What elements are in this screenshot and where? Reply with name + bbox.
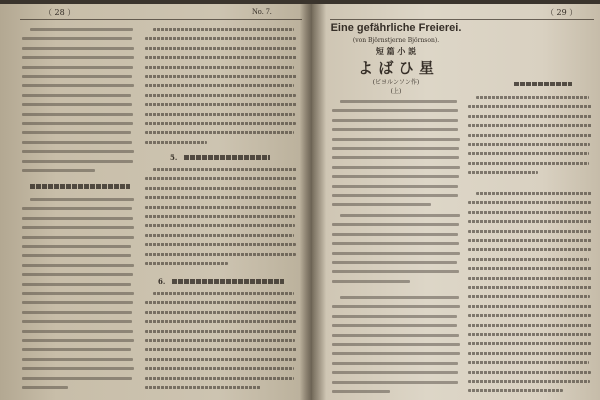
text-line — [145, 196, 297, 199]
text-line — [145, 311, 296, 314]
text-line — [145, 224, 295, 227]
section-heading-5 — [184, 155, 270, 160]
text-line — [468, 134, 592, 137]
text-line — [332, 242, 459, 245]
right-header-rule — [330, 19, 594, 20]
text-line — [22, 292, 134, 295]
text-line — [468, 305, 592, 308]
text-line — [145, 177, 296, 180]
text-line — [468, 143, 590, 146]
text-line — [145, 348, 297, 351]
text-line — [22, 37, 132, 40]
story-author-japanese: (ビヨルンソン作) — [372, 79, 420, 86]
text-line — [145, 386, 261, 389]
text-line — [468, 314, 591, 317]
section-heading-4 — [30, 184, 130, 189]
text-line — [145, 75, 297, 78]
text-line — [145, 103, 297, 106]
text-line — [332, 270, 459, 273]
text-line — [153, 28, 294, 31]
text-line — [145, 187, 297, 190]
text-line — [145, 330, 297, 333]
text-line — [22, 283, 131, 286]
text-line — [332, 203, 431, 206]
text-line — [22, 236, 134, 239]
text-line — [468, 333, 591, 336]
text-line — [332, 324, 457, 327]
text-line — [30, 198, 134, 201]
text-line — [332, 138, 460, 141]
text-line — [22, 169, 95, 172]
text-line — [22, 66, 133, 69]
text-line — [22, 320, 132, 323]
text-line — [468, 124, 592, 127]
text-line — [145, 253, 296, 256]
text-line — [22, 141, 132, 144]
text-line — [332, 185, 458, 188]
translator-credit — [514, 82, 572, 86]
text-line — [22, 348, 131, 351]
text-line — [145, 37, 296, 40]
text-line — [145, 84, 294, 87]
story-genre-japanese: 短 篇 小 説 — [375, 46, 417, 56]
text-line — [22, 273, 133, 276]
text-line — [332, 371, 458, 374]
text-line — [22, 301, 133, 304]
story-title-japanese: よ ば ひ 星 — [358, 59, 434, 77]
text-line — [22, 264, 134, 267]
text-line — [468, 380, 590, 383]
issue-number: No. 7. — [252, 7, 272, 16]
text-line — [468, 162, 589, 165]
text-line — [145, 234, 294, 237]
text-line — [22, 56, 134, 59]
section-marker-5: 5. — [170, 153, 178, 162]
text-line — [153, 292, 294, 295]
text-line — [145, 113, 295, 116]
text-line — [145, 262, 228, 265]
text-line — [476, 96, 589, 99]
text-line — [468, 389, 563, 392]
text-line — [332, 305, 460, 308]
text-line — [468, 248, 591, 251]
text-line — [332, 194, 458, 197]
text-line — [22, 339, 134, 342]
text-line — [145, 301, 296, 304]
text-line — [332, 156, 459, 159]
text-line — [468, 239, 592, 242]
text-line — [145, 66, 294, 69]
left-page-number: （ 28 ） — [44, 8, 76, 17]
text-line — [22, 358, 133, 361]
text-line — [153, 168, 297, 171]
text-line — [332, 352, 460, 355]
text-line — [332, 109, 458, 112]
text-line — [468, 342, 591, 345]
text-line — [22, 150, 134, 153]
text-line — [145, 320, 296, 323]
text-line — [145, 94, 296, 97]
text-line — [468, 258, 589, 261]
left-header-rule — [20, 19, 302, 20]
text-line — [476, 192, 592, 195]
text-line — [22, 386, 68, 389]
text-line — [22, 367, 134, 370]
gutter-shadow — [300, 4, 326, 400]
section-marker-6: 6. — [158, 277, 166, 286]
text-line — [468, 152, 589, 155]
text-line — [22, 311, 132, 314]
text-line — [22, 94, 131, 97]
text-line — [22, 217, 133, 220]
text-line — [145, 367, 294, 370]
text-line — [468, 211, 591, 214]
text-line — [468, 286, 592, 289]
text-line — [22, 84, 134, 87]
text-line — [145, 122, 296, 125]
text-line — [22, 330, 133, 333]
text-line — [332, 381, 458, 384]
text-line — [332, 315, 457, 318]
text-line — [332, 233, 458, 236]
text-line — [30, 28, 133, 31]
text-line — [332, 390, 390, 393]
text-line — [468, 171, 538, 174]
text-line — [340, 214, 460, 217]
text-line — [332, 343, 460, 346]
text-line — [468, 220, 592, 223]
text-line — [468, 295, 590, 298]
text-line — [145, 141, 207, 144]
section-heading-6 — [172, 279, 284, 284]
text-line — [22, 131, 131, 134]
text-line — [332, 166, 460, 169]
text-line — [332, 147, 459, 150]
text-line — [332, 261, 457, 264]
text-line — [145, 215, 295, 218]
text-line — [145, 131, 294, 134]
text-line — [22, 75, 132, 78]
text-line — [145, 56, 297, 59]
story-part: (上) — [390, 88, 402, 95]
text-line — [332, 175, 459, 178]
text-line — [332, 334, 459, 337]
text-line — [340, 296, 459, 299]
text-line — [22, 226, 134, 229]
text-line — [468, 324, 592, 327]
text-line — [332, 362, 458, 365]
text-line — [22, 113, 133, 116]
text-line — [22, 207, 132, 210]
text-line — [145, 243, 296, 246]
text-line — [468, 230, 591, 233]
text-line — [145, 47, 296, 50]
text-line — [340, 100, 457, 103]
right-page-number: （ 29 ） — [546, 8, 578, 17]
text-line — [332, 223, 459, 226]
text-line — [145, 339, 295, 342]
text-line — [332, 128, 458, 131]
story-title-german: Eine gefährliche Freierei. — [330, 22, 462, 34]
text-line — [332, 119, 458, 122]
text-line — [468, 105, 592, 108]
text-line — [145, 377, 294, 380]
text-line — [22, 245, 131, 248]
text-line — [145, 358, 296, 361]
text-line — [22, 160, 133, 163]
text-line — [468, 352, 592, 355]
text-line — [332, 252, 460, 255]
text-line — [468, 115, 592, 118]
text-line — [468, 371, 591, 374]
text-line — [468, 267, 592, 270]
text-line — [22, 122, 133, 125]
text-line — [468, 201, 591, 204]
story-author-german: (von Björnstjerne Björnson). — [352, 37, 440, 44]
text-line — [22, 103, 132, 106]
text-line — [468, 277, 592, 280]
text-line — [468, 361, 589, 364]
text-line — [145, 206, 296, 209]
text-line — [22, 254, 131, 257]
text-line — [22, 377, 132, 380]
text-line — [22, 47, 134, 50]
text-line — [332, 280, 410, 283]
